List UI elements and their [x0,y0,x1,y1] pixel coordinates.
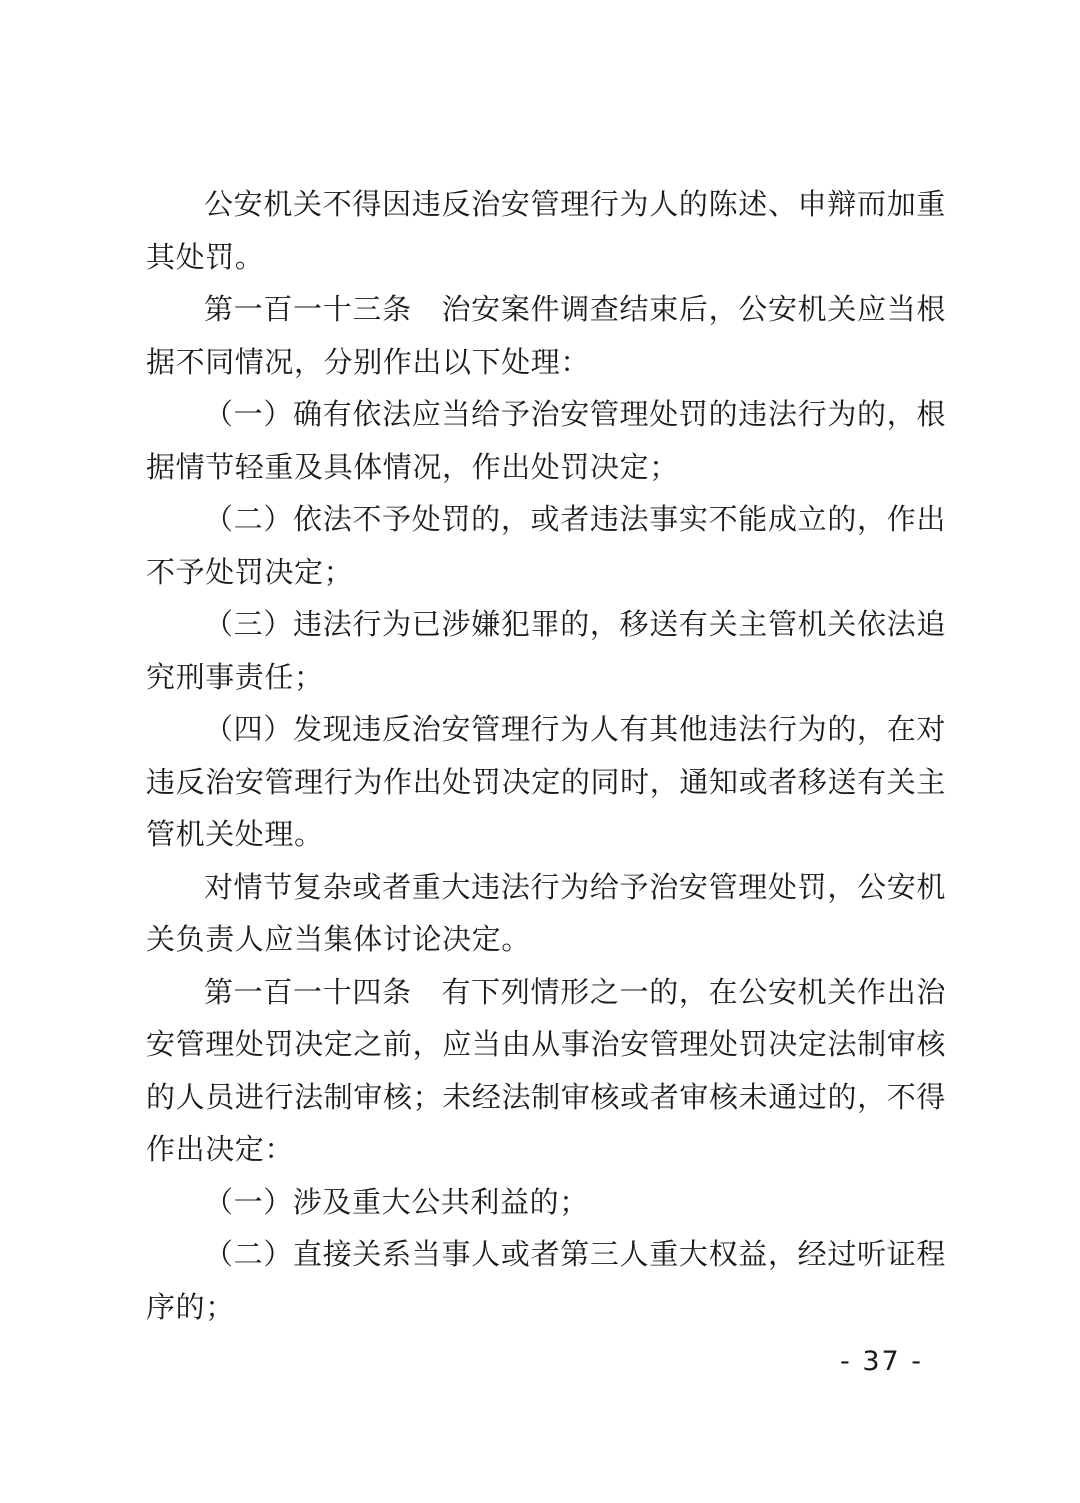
article-113-item-1: （一）确有依法应当给予治安管理处罚的违法行为的，根据情节轻重及具体情况，作出处罚决定； [146,397,946,484]
article-113-closing: 对情节复杂或者重大违法行为给予治安管理处罚，公安机关负责人应当集体讨论决定。 [146,869,946,956]
article-113-item-3: （三）违法行为已涉嫌犯罪的，移送有关主管机关依法追究刑事责任； [146,607,946,694]
paragraph-1: 公安机关不得因违反治安管理行为人的陈述、申辩而加重其处罚。 [146,187,946,274]
article-113-heading: 第一百一十三条 治安案件调查结束后，公安机关应当根据不同情况，分别作出以下处理： [146,292,946,379]
article-113-item-2: （二）依法不予处罚的，或者违法事实不能成立的，作出不予处罚决定； [146,502,946,589]
article-114-item-1: （一）涉及重大公共利益的； [204,1184,589,1219]
article-114-item-2: （二）直接关系当事人或者第三人重大权益，经过听证程序的； [146,1237,946,1324]
document-body [146,178,946,1333]
article-114-heading: 第一百一十四条 有下列情形之一的，在公安机关作出治安管理处罚决定之前，应当由从事治安管理处罚决定法制审核的人员进行法制审核；未经法制审核或者审核未通过的，不得作出决定： [146,974,946,1166]
article-113-item-4: （四）发现违反治安管理行为人有其他违法行为的，在对违反治安管理行为作出处罚决定的同时，通知或者移送有关主管机关处理。 [146,712,946,851]
page-number: - 37 - [840,1346,924,1377]
